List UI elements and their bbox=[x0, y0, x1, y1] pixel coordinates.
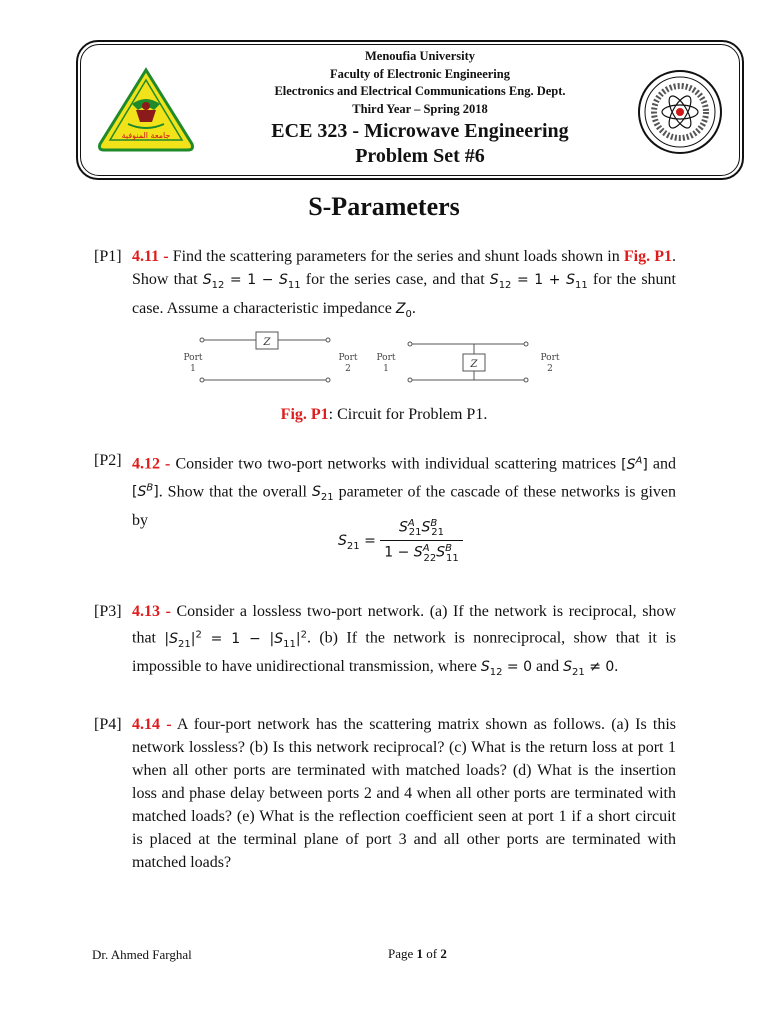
footer-page-number bbox=[388, 946, 447, 962]
year-term: Third Year – Spring 2018 bbox=[352, 101, 488, 116]
p3-text-4: . bbox=[614, 658, 619, 676]
figure-caption-text: : Circuit for Problem P1. bbox=[328, 406, 488, 423]
series-port1-label: Port bbox=[183, 353, 203, 363]
department-name: Electronics and Electrical Communications Eng. Dept. bbox=[274, 84, 566, 99]
p3-eq-s21: $S_{21} \ne 0$ bbox=[563, 659, 615, 679]
p2-sa: $[S^A]$ bbox=[621, 455, 648, 473]
p3-label: [P3] bbox=[94, 603, 122, 620]
faculty-seal-right bbox=[636, 68, 724, 156]
p3-eq-reciprocal: $|S_{21}|^2 = 1 - |S_{11}|^2$ bbox=[164, 629, 307, 650]
p2-label: [P2] bbox=[94, 452, 122, 469]
p4-label: [P4] bbox=[94, 716, 122, 733]
p2-text-1: Consider two two-port networks with individual scattering matrices bbox=[170, 455, 622, 473]
p2-text-2: and bbox=[647, 455, 677, 473]
problem-p3 bbox=[94, 600, 676, 684]
p2-equation: $S_{21}$ = $\frac{S^A_{21}S^B_{21}}{1 - S^A_{22}S^B_{11}}$ bbox=[338, 518, 463, 564]
header-text-block bbox=[220, 48, 620, 168]
p1-z0: $Z_0$ bbox=[395, 300, 412, 320]
p4-text: A four-port network has the scattering matrix shown as follows. (a) Is this network lossless? (b) Is this network reciprocal? (c) What is the return loss at port 1 when all other ports are terminated with matched loads? (d) What is the insertion loss and phase delay between ports 2 and 4 when all other ports are terminated with matched loads? (e) What is the reflection coefficient seen at port 1 if a short circuit is placed at the terminal plane of port 3 and all other ports are terminated with matched loads? bbox=[132, 716, 677, 871]
footer-page-current: 1 bbox=[416, 946, 424, 961]
p3-eq-s12: $S_{12} = 0$ bbox=[480, 659, 532, 679]
p2-text-4: parameter of the cascade of these networks is given by bbox=[132, 483, 676, 530]
figure-caption-ref: Fig. P1 bbox=[280, 406, 329, 423]
p1-text-3: for the series case, and that bbox=[300, 271, 490, 288]
logo-arabic-text: جامعة المنوفية bbox=[121, 131, 171, 140]
p1-label: [P1] bbox=[94, 248, 122, 265]
footer-page-total: 2 bbox=[440, 946, 447, 961]
p3-text-2: . (b) If the network is nonreciprocal, show that it is impossible to have unidirectional transmission, where bbox=[132, 629, 677, 676]
series-port2-number: 2 bbox=[345, 364, 351, 374]
p2-s21: $S_{21}$ bbox=[311, 484, 334, 504]
problem-p4 bbox=[94, 713, 676, 874]
p1-eq-series: $S_{12} = 1 - S_{11}$ bbox=[202, 272, 301, 291]
p2-text-3: . Show that the overall bbox=[158, 483, 312, 501]
p1-text-1: Find the scattering parameters for the series and shunt loads shown in bbox=[168, 248, 624, 265]
footer-page-prefix: Page bbox=[388, 946, 417, 961]
problem-set-title: Problem Set #6 bbox=[355, 145, 485, 168]
series-port2-label: Port bbox=[338, 353, 358, 363]
shunt-port2-number: 2 bbox=[547, 364, 553, 374]
shunt-z-label: Z bbox=[470, 359, 478, 370]
shunt-port1-label: Port bbox=[376, 353, 396, 363]
faculty-name: Faculty of Electronic Engineering bbox=[330, 66, 510, 81]
page-title: S-Parameters bbox=[308, 192, 460, 221]
problem-p1 bbox=[94, 245, 676, 326]
p4-number: 4.14 - bbox=[132, 716, 172, 733]
p1-fig-ref: Fig. P1 bbox=[623, 248, 672, 265]
p1-text-2: . Show that bbox=[132, 248, 676, 288]
series-z-label: Z bbox=[263, 337, 271, 348]
circuit-figure-p1 bbox=[176, 328, 576, 390]
footer-author: Dr. Ahmed Farghal bbox=[92, 947, 192, 962]
p2-sb: $[S^B]$ bbox=[132, 482, 159, 501]
p3-text-3: and bbox=[532, 658, 564, 676]
series-port1-number: 1 bbox=[190, 364, 196, 374]
university-name: Menoufia University bbox=[364, 49, 476, 63]
p1-text-5: . bbox=[411, 299, 416, 317]
course-title: ECE 323 - Microwave Engineering bbox=[271, 120, 569, 143]
p1-number: 4.11 - bbox=[132, 248, 169, 265]
p2-equation-fraction: $\frac{S^A_{21}S^B_{21}}{1 - S^A_{22}S^B_{11}}$ bbox=[380, 518, 463, 564]
university-logo-left bbox=[94, 66, 198, 158]
p1-text-4: for the shunt case. Assume a characteristic impedance bbox=[132, 271, 676, 317]
figure-caption bbox=[0, 406, 768, 424]
p3-text-1: Consider a lossless two-port network. (a) If the network is reciprocal, show that bbox=[132, 603, 677, 647]
p3-number: 4.13 - bbox=[132, 603, 171, 620]
shunt-port1-number: 1 bbox=[383, 364, 389, 374]
p1-eq-shunt: $S_{12} = 1 + S_{11}$ bbox=[489, 272, 588, 291]
footer-page-mid: of bbox=[423, 946, 441, 961]
p2-number: 4.12 - bbox=[132, 455, 171, 473]
shunt-port2-label: Port bbox=[540, 353, 560, 363]
